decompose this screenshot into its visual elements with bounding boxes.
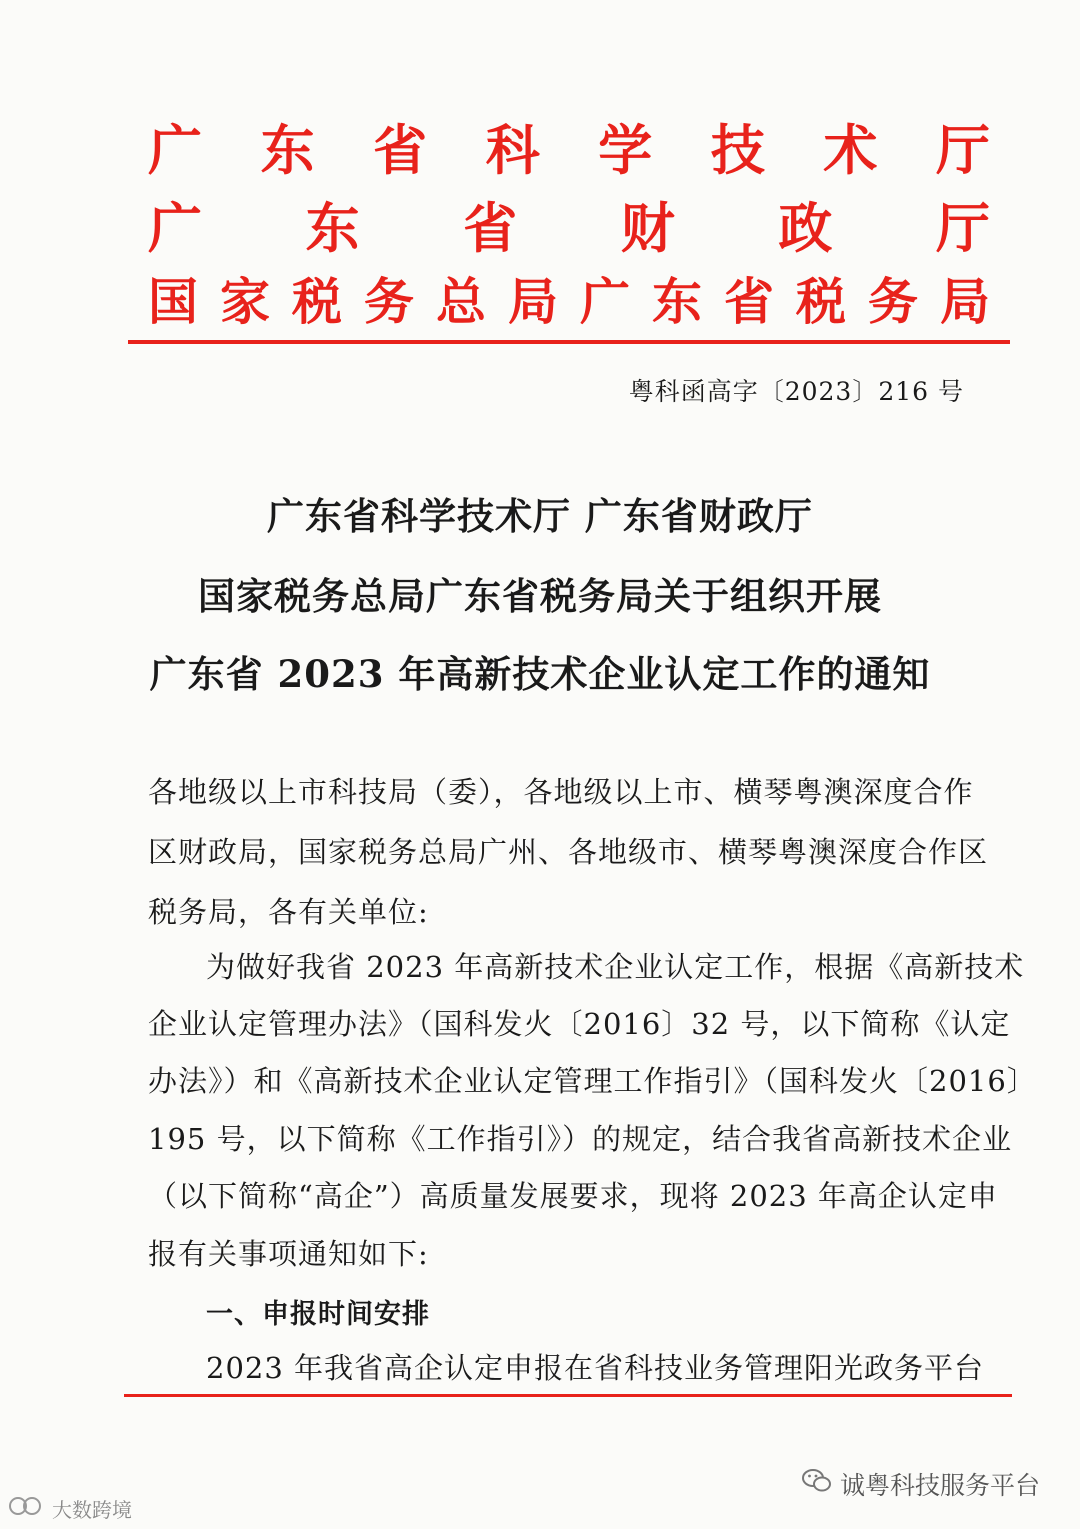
agency-char: 广 <box>148 118 202 182</box>
agency-char: 术 <box>823 118 878 182</box>
red-divider-top <box>128 340 1010 344</box>
logo-icon <box>8 1495 48 1522</box>
body-line-8: （以下简称“高企”）高质量发展要求，现将 2023 年高企认定申 <box>148 1179 998 1213</box>
notice-title-line-3: 广东省 2023 年高新技术企业认定工作的通知 <box>149 652 931 696</box>
agency-char: 家 <box>220 273 270 331</box>
body-line-6: 办法》）和《高新技术企业认定管理工作指引》（国科发火〔2016〕 <box>148 1064 1037 1098</box>
agency-char: 务 <box>868 273 918 331</box>
red-divider-bottom <box>124 1394 1012 1397</box>
agency-char: 局 <box>508 273 558 331</box>
watermark-wechat-account <box>802 1466 1040 1502</box>
watermark-left-text: 大数跨境 <box>52 1498 132 1522</box>
notice-title-line-1: 广东省科学技术厅 广东省财政厅 <box>267 494 813 538</box>
agency-char: 东 <box>652 273 702 331</box>
agency-char: 东 <box>305 196 360 260</box>
agency-char: 厅 <box>935 196 990 260</box>
agency-char: 科 <box>485 118 540 182</box>
agency-char: 省 <box>724 273 774 331</box>
agency-char: 务 <box>364 273 414 331</box>
agency-char: 税 <box>292 273 342 331</box>
document-number: 粤科函高字〔2023〕216 号 <box>628 377 964 406</box>
section-heading-1: 一、申报时间安排 <box>206 1299 430 1330</box>
body-line-2: 区财政局，国家税务总局广州、各地级市、横琴粤澳深度合作区 <box>148 835 989 869</box>
body-line-9: 报有关事项通知如下: <box>148 1237 429 1271</box>
agency-char: 技 <box>710 118 765 182</box>
agency-char: 总 <box>436 273 486 331</box>
notice-title-line-2: 国家税务总局广东省税务局关于组织开展 <box>198 574 882 618</box>
agency-name-science <box>148 110 990 182</box>
watermark-source <box>8 1494 132 1523</box>
agency-char: 政 <box>778 196 833 260</box>
agency-char: 东 <box>260 118 315 182</box>
agency-char: 省 <box>373 118 428 182</box>
body-line-3: 税务局，各有关单位: <box>148 895 429 929</box>
agency-name-tax <box>148 262 990 334</box>
agency-char: 广 <box>148 196 202 260</box>
body-line-1: 各地级以上市科技局（委），各地级以上市、横琴粤澳深度合作 <box>148 775 974 809</box>
agency-char: 国 <box>148 273 198 331</box>
body-line-4: 为做好我省 2023 年高新技术企业认定工作，根据《高新技术 <box>206 950 1025 984</box>
agency-char: 厅 <box>935 118 990 182</box>
wechat-icon <box>802 1468 832 1500</box>
body-line-5: 企业认定管理办法》（国科发火〔2016〕32 号，以下简称《认定 <box>148 1007 1011 1041</box>
body-line-7: 195 号，以下简称《工作指引》）的规定，结合我省高新技术企业 <box>148 1122 1013 1156</box>
agency-char: 学 <box>598 118 653 182</box>
body-line-10: 2023 年我省高企认定申报在省科技业务管理阳光政务平台 <box>206 1351 985 1385</box>
agency-name-finance <box>148 188 990 260</box>
watermark-right-text: 诚粤科技服务平台 <box>839 1471 1040 1500</box>
agency-char: 省 <box>463 196 518 260</box>
agency-char: 局 <box>940 273 990 331</box>
agency-char: 广 <box>580 273 630 331</box>
agency-char: 税 <box>796 273 846 331</box>
agency-char: 财 <box>620 196 675 260</box>
